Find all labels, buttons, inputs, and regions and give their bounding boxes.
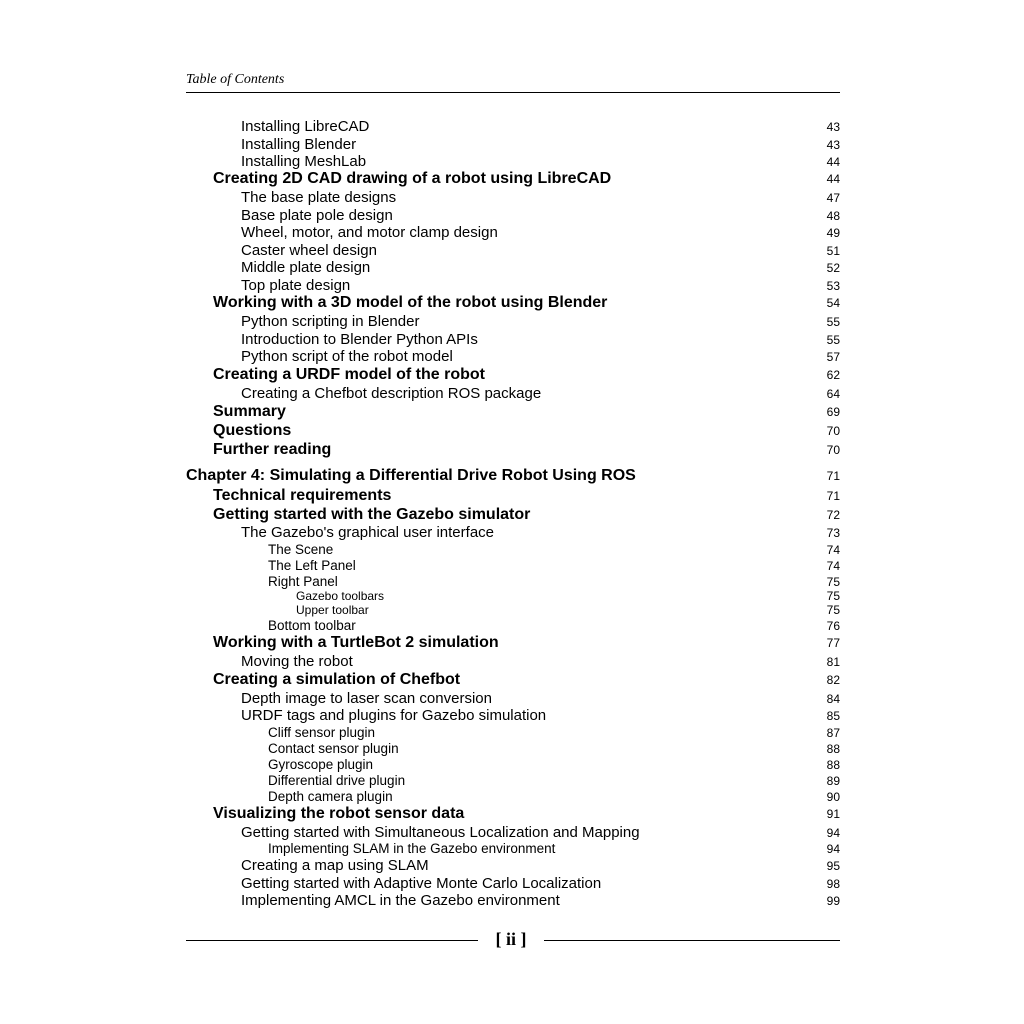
toc-entry[interactable] xyxy=(186,348,840,365)
toc-entry-title: Upper toolbar xyxy=(296,603,369,617)
toc-section[interactable] xyxy=(186,487,840,505)
toc-entry-page: 94 xyxy=(826,842,840,856)
toc-subentry[interactable] xyxy=(186,542,840,557)
toc-entry-page: 70 xyxy=(826,443,840,457)
toc-entry-page: 95 xyxy=(826,859,840,873)
toc-entry-page: 71 xyxy=(826,489,840,503)
toc-entry-page: 64 xyxy=(826,387,840,401)
toc-chapter[interactable] xyxy=(186,467,840,485)
toc-entry-title: The Gazebo's graphical user interface xyxy=(241,524,495,541)
toc-entry-page: 69 xyxy=(826,405,840,419)
toc-entry-page: 77 xyxy=(826,636,840,650)
toc-entry-title: Chapter 4: Simulating a Differential Drive Robot Using ROS xyxy=(186,467,636,484)
toc-entry[interactable] xyxy=(186,857,840,874)
toc-entry-title: Questions xyxy=(213,422,292,439)
toc-entry-title: The base plate designs xyxy=(241,189,397,206)
toc-entry[interactable] xyxy=(186,331,840,348)
toc-entry-title: Installing LibreCAD xyxy=(241,118,370,135)
toc-subsubentry[interactable] xyxy=(186,603,840,617)
toc-entry-title: Differential drive plugin xyxy=(268,773,406,788)
toc-entry-title: Getting started with Adaptive Monte Carlo Localization xyxy=(241,875,602,892)
toc-entry-title: Creating a map using SLAM xyxy=(241,857,429,874)
toc-entry-title: Creating a Chefbot description ROS package xyxy=(241,385,542,402)
toc-entry-title: Python script of the robot model xyxy=(241,348,453,365)
toc-entry-page: 73 xyxy=(826,526,840,540)
toc-entry-page: 88 xyxy=(826,758,840,772)
toc-entry-page: 98 xyxy=(826,877,840,891)
toc-entry-title: Creating a simulation of Chefbot xyxy=(213,671,461,688)
toc-subentry[interactable] xyxy=(186,618,840,633)
toc-entry-page: 90 xyxy=(826,790,840,804)
toc-section[interactable] xyxy=(186,634,840,652)
toc-entry-title: Working with a TurtleBot 2 simulation xyxy=(213,634,499,651)
toc-section[interactable] xyxy=(186,441,840,459)
toc-entry-title: Cliff sensor plugin xyxy=(268,725,376,740)
toc-entry-page: 84 xyxy=(826,692,840,706)
toc-entry-title: Caster wheel design xyxy=(241,242,377,259)
toc-section[interactable] xyxy=(186,506,840,524)
toc-entry-page: 94 xyxy=(826,826,840,840)
toc-entry-title: Middle plate design xyxy=(241,259,371,276)
toc-entry-title: Installing MeshLab xyxy=(241,153,367,170)
toc-entry-page: 89 xyxy=(826,774,840,788)
toc-entry-title: Further reading xyxy=(213,441,332,458)
table-of-contents xyxy=(186,0,840,1024)
toc-entry-page: 88 xyxy=(826,742,840,756)
toc-entry-title: Implementing SLAM in the Gazebo environment xyxy=(268,841,556,856)
toc-entry-title: Introduction to Blender Python APIs xyxy=(241,331,478,348)
footer-rule-left xyxy=(186,940,478,941)
toc-section[interactable] xyxy=(186,422,840,440)
toc-entry[interactable] xyxy=(186,277,840,294)
toc-entry[interactable] xyxy=(186,524,840,541)
toc-entry-title: Depth camera plugin xyxy=(268,789,393,804)
toc-entry-page: 75 xyxy=(826,589,840,603)
toc-entry[interactable] xyxy=(186,892,840,909)
toc-entry-title: Working with a 3D model of the robot using Blender xyxy=(213,294,608,311)
toc-subentry[interactable] xyxy=(186,841,840,856)
toc-entry-title: Wheel, motor, and motor clamp design xyxy=(241,224,498,241)
toc-entry[interactable] xyxy=(186,824,840,841)
toc-entry-page: 99 xyxy=(826,894,840,908)
toc-subentry[interactable] xyxy=(186,789,840,804)
toc-entry-title: Gazebo toolbars xyxy=(296,589,385,603)
toc-entry-title: Creating 2D CAD drawing of a robot using LibreCAD xyxy=(213,170,612,187)
toc-entry-title: Gyroscope plugin xyxy=(268,757,374,772)
toc-entry-title: Visualizing the robot sensor data xyxy=(213,805,465,822)
toc-entry-page: 70 xyxy=(826,424,840,438)
toc-entry-title: Creating a URDF model of the robot xyxy=(213,366,485,383)
toc-entry-page: 55 xyxy=(826,333,840,347)
toc-entry-page: 75 xyxy=(826,575,840,589)
page-number: [ ii ] xyxy=(495,929,527,949)
toc-entry[interactable] xyxy=(186,690,840,707)
toc-entry-page: 43 xyxy=(826,120,840,134)
toc-entry-title: Depth image to laser scan conversion xyxy=(241,690,492,707)
toc-entry[interactable] xyxy=(186,259,840,276)
toc-entry-page: 62 xyxy=(826,368,840,382)
toc-entry-title: Installing Blender xyxy=(241,136,357,153)
toc-subentry[interactable] xyxy=(186,757,840,772)
toc-entry-title: Top plate design xyxy=(241,277,351,294)
toc-section[interactable] xyxy=(186,403,840,421)
toc-entry-page: 74 xyxy=(826,559,840,573)
toc-entry[interactable] xyxy=(186,875,840,892)
toc-entry-title: Python scripting in Blender xyxy=(241,313,420,330)
toc-entry[interactable] xyxy=(186,189,840,206)
toc-entry-page: 76 xyxy=(826,619,840,633)
toc-entry-title: Base plate pole design xyxy=(241,207,393,224)
toc-entry-page: 49 xyxy=(826,226,840,240)
toc-entry-title: Getting started with Simultaneous Localization and Mapping xyxy=(241,824,640,841)
toc-entry-title: Implementing AMCL in the Gazebo environment xyxy=(241,892,560,909)
header-title: Table of Contents xyxy=(186,72,285,87)
toc-entry-page: 91 xyxy=(826,807,840,821)
footer-rule-right xyxy=(544,940,840,941)
toc-subentry[interactable] xyxy=(186,773,840,788)
toc-entry-page: 74 xyxy=(826,543,840,557)
toc-entry-page: 52 xyxy=(826,261,840,275)
toc-section[interactable] xyxy=(186,294,840,312)
toc-entry[interactable] xyxy=(186,153,840,170)
toc-entry-page: 51 xyxy=(826,244,840,258)
toc-entry-page: 81 xyxy=(826,655,840,669)
toc-entry-page: 87 xyxy=(826,726,840,740)
toc-subentry[interactable] xyxy=(186,558,840,573)
toc-entry-page: 72 xyxy=(826,508,840,522)
toc-entry-page: 57 xyxy=(826,350,840,364)
toc-entry-page: 44 xyxy=(826,155,840,169)
toc-entry-page: 85 xyxy=(826,709,840,723)
toc-entry-title: The Left Panel xyxy=(268,558,356,573)
toc-entry[interactable] xyxy=(186,118,840,135)
toc-entry-page: 75 xyxy=(826,603,840,617)
toc-entry-title: URDF tags and plugins for Gazebo simulation xyxy=(241,707,547,724)
toc-entry-page: 44 xyxy=(826,172,840,186)
toc-subsubentry[interactable] xyxy=(186,589,840,603)
toc-entry-page: 48 xyxy=(826,209,840,223)
toc-entry-title: Right Panel xyxy=(268,574,338,589)
toc-entry[interactable] xyxy=(186,242,840,259)
toc-entry-page: 54 xyxy=(826,296,840,310)
toc-section[interactable] xyxy=(186,805,840,823)
toc-subentry[interactable] xyxy=(186,574,840,589)
toc-entry-title: Moving the robot xyxy=(241,653,353,670)
toc-entry-page: 43 xyxy=(826,138,840,152)
toc-entry-title: Getting started with the Gazebo simulator xyxy=(213,506,531,523)
toc-entry-title: The Scene xyxy=(268,542,334,557)
toc-subentry[interactable] xyxy=(186,741,840,756)
toc-entry-title: Contact sensor plugin xyxy=(268,741,399,756)
toc-entry-page: 53 xyxy=(826,279,840,293)
toc-section[interactable] xyxy=(186,170,840,188)
toc-entry[interactable] xyxy=(186,653,840,670)
toc-entry[interactable] xyxy=(186,313,840,330)
toc-section[interactable] xyxy=(186,671,840,689)
toc-entry[interactable] xyxy=(186,385,840,402)
toc-entry-title: Technical requirements xyxy=(213,487,392,504)
toc-entry-title: Bottom toolbar xyxy=(268,618,356,633)
toc-entry-page: 47 xyxy=(826,191,840,205)
toc-entry[interactable] xyxy=(186,207,840,224)
toc-entry[interactable] xyxy=(186,224,840,241)
toc-entry[interactable] xyxy=(186,707,840,724)
toc-entry[interactable] xyxy=(186,136,840,153)
toc-entry-page: 71 xyxy=(826,469,840,483)
toc-entry-title: Summary xyxy=(213,403,286,420)
toc-section[interactable] xyxy=(186,366,840,384)
toc-entry-page: 82 xyxy=(826,673,840,687)
toc-entry-page: 55 xyxy=(826,315,840,329)
toc-subentry[interactable] xyxy=(186,725,840,740)
